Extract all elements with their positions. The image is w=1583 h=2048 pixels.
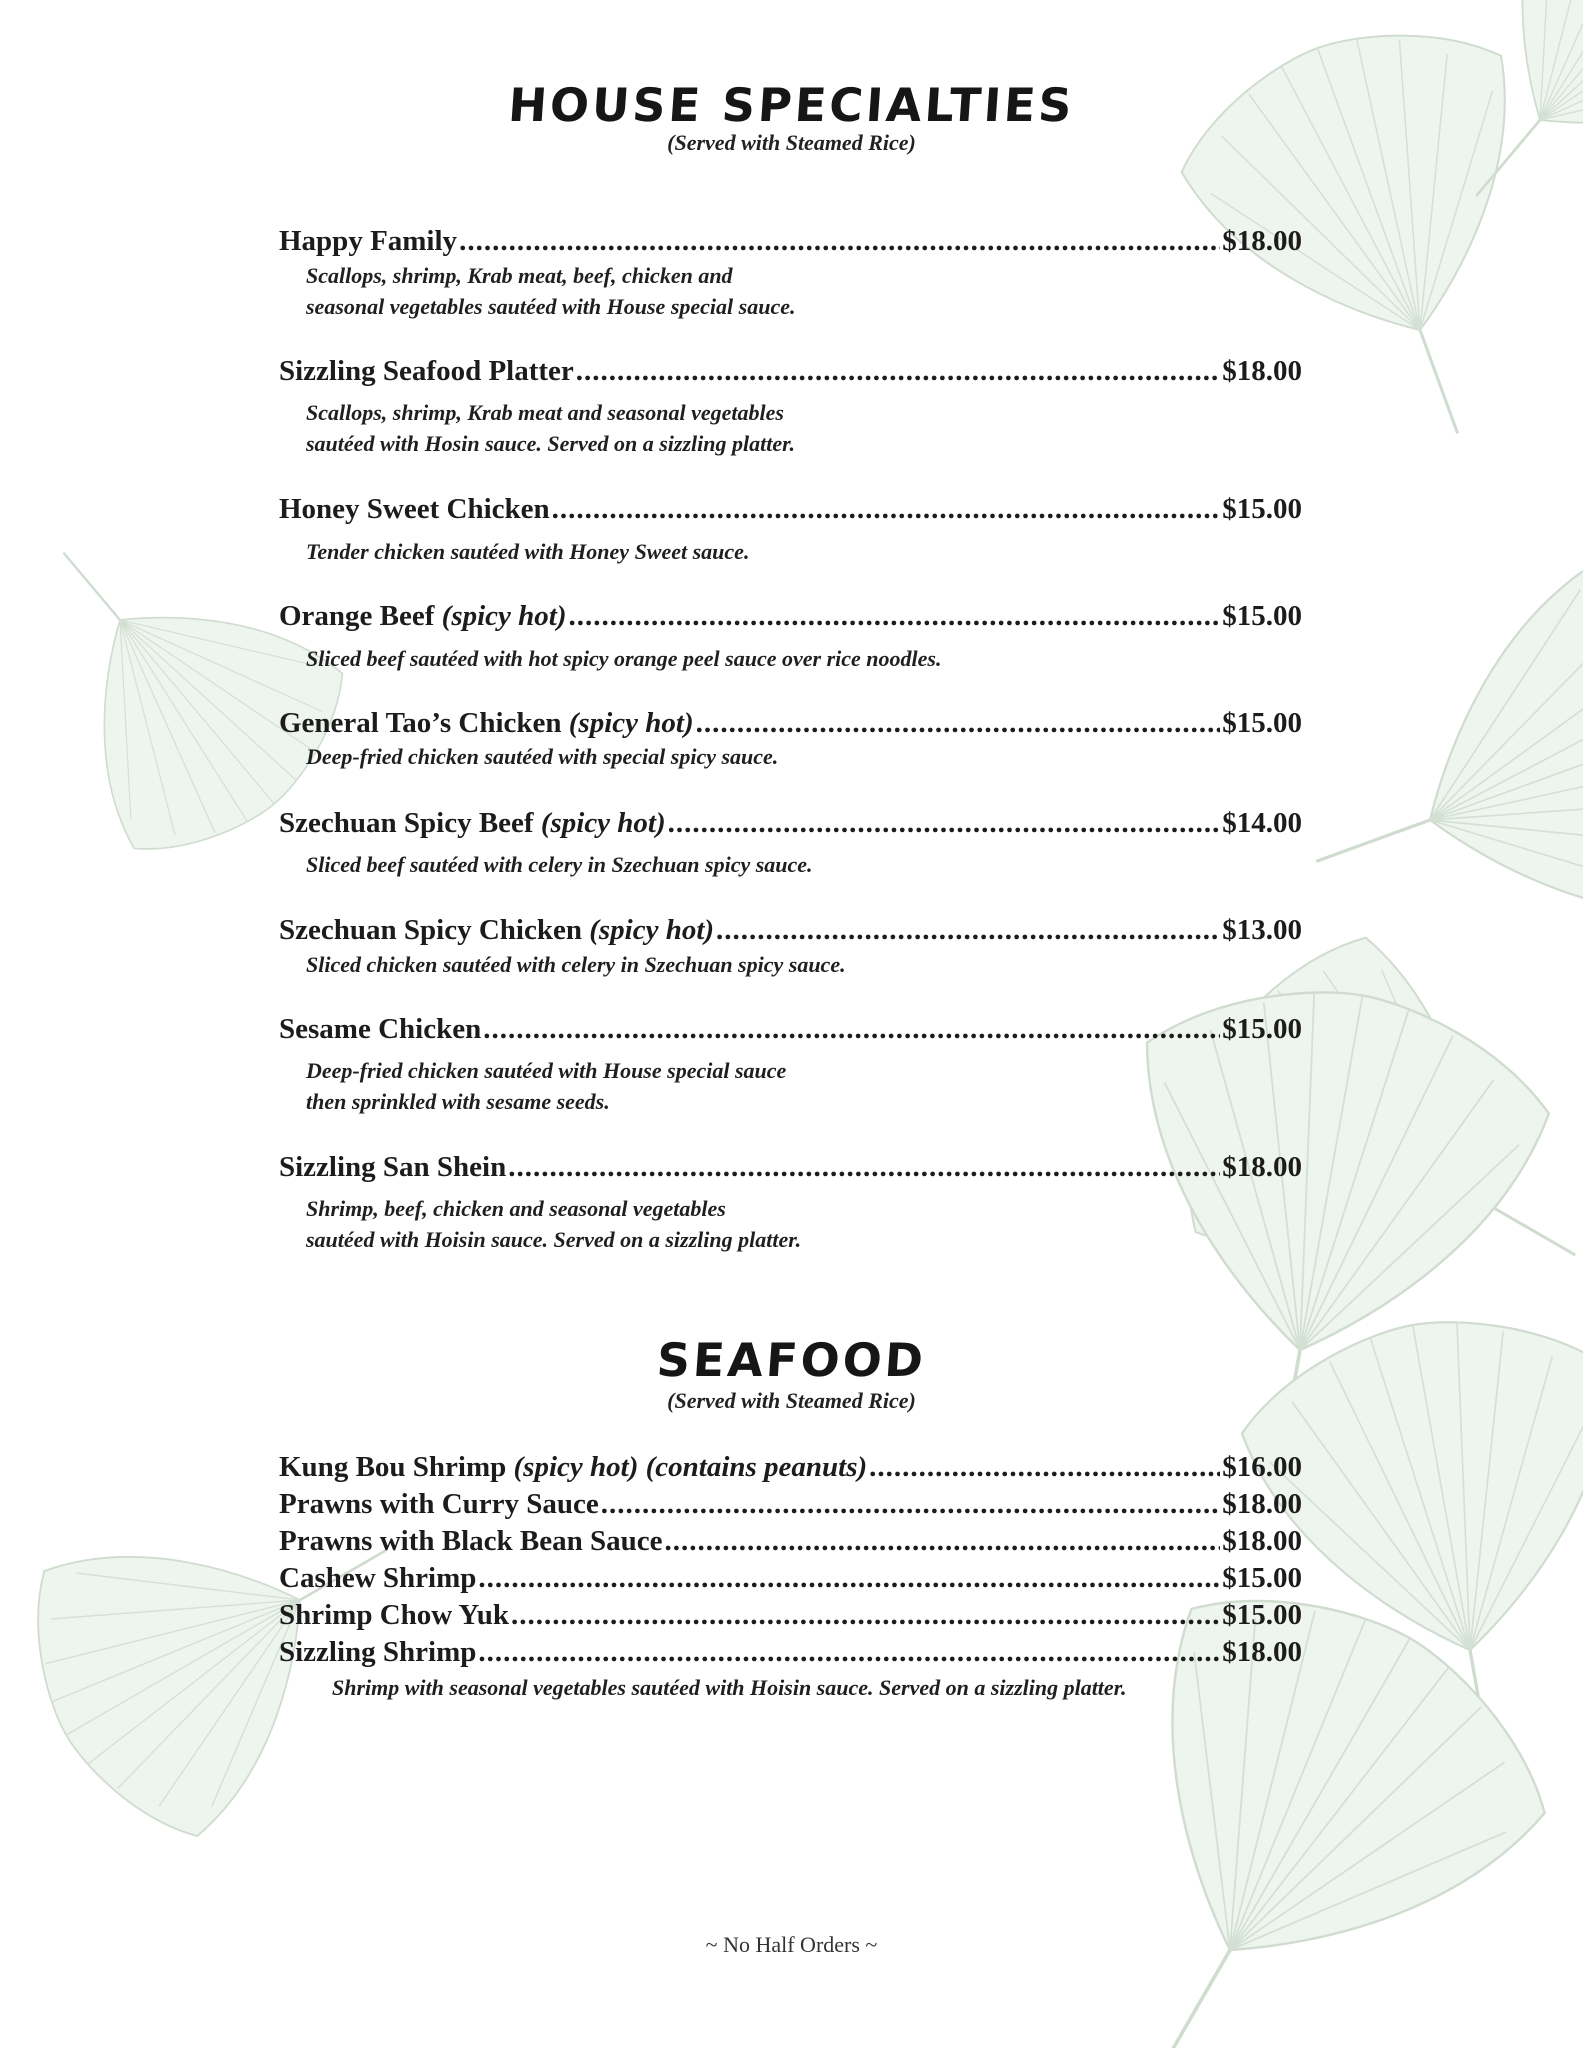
spicy-tag: (spicy hot) [568,707,694,739]
item-price: $18.00 [1222,355,1302,387]
item-description: Shrimp, beef, chicken and seasonal vegetables sautéed with Hoisin sauce. Served on a sizzling platter. [306,1196,802,1252]
item-price: $15.00 [1222,1013,1302,1045]
item-price: $15.00 [1222,707,1302,739]
item-price: $14.00 [1222,807,1302,839]
footer-note: ~ No Half Orders ~ [705,1932,878,1957]
dot-leader [508,1151,1220,1185]
menu-item [279,914,1302,948]
item-name: Sesame Chicken [279,1013,482,1045]
item-name: Shrimp Chow Yuk [279,1599,509,1631]
item-price: $16.00 [1222,1451,1302,1483]
item-name: Szechuan Spicy Chicken (spicy hot) [279,914,715,946]
item-price: $18.00 [1222,1488,1302,1520]
menu-item [279,1451,1302,1485]
menu-item [279,1636,1302,1670]
item-name: Kung Bou Shrimp (spicy hot) (contains peanuts) [279,1451,868,1483]
item-price: $15.00 [1222,493,1302,525]
spicy-tag: (spicy hot) [441,600,567,632]
item-description: Scallops, shrimp, Krab meat and seasonal vegetables sautéed with Hosin sauce. Served on a sizzling platter. [306,400,795,456]
item-name: Prawns with Curry Sauce [279,1488,599,1520]
menu-item [279,225,1302,259]
item-name: Sizzling Shrimp [279,1636,477,1668]
item-price: $18.00 [1222,1151,1302,1183]
item-price: $18.00 [1222,1525,1302,1557]
dot-leader [576,355,1220,389]
item-name: Prawns with Black Bean Sauce [279,1525,663,1557]
item-price: $15.00 [1222,1562,1302,1594]
menu-item [279,807,1302,841]
item-name: Sizzling Seafood Platter [279,355,574,387]
menu-item [279,355,1302,389]
dot-leader [483,1013,1220,1047]
dot-leader [664,1525,1220,1559]
dot-leader [478,1636,1220,1670]
item-price: $15.00 [1222,1599,1302,1631]
item-name: Cashew Shrimp [279,1562,477,1594]
item-name: General Tao’s Chicken (spicy hot) [279,707,694,739]
spicy-tag: (spicy hot) (contains peanuts) [513,1451,868,1483]
item-name: Honey Sweet Chicken [279,493,550,525]
menu-item [279,1525,1302,1559]
menu-item [279,1488,1302,1522]
menu-item [279,1599,1302,1633]
item-description: Sliced beef sautéed with celery in Szechuan spicy sauce. [306,852,813,877]
seafood-title: SEAFOOD [655,1333,928,1387]
item-description: Shrimp with seasonal vegetables sautéed with Hoisin sauce. Served on a sizzling platter. [332,1675,1127,1700]
dot-leader [716,914,1220,948]
item-price: $18.00 [1222,1636,1302,1668]
dot-leader [552,493,1221,527]
menu-item [279,707,1302,741]
seafood-subtitle: (Served with Steamed Rice) [667,1388,916,1413]
menu-item [279,493,1302,527]
dot-leader [601,1488,1220,1522]
item-price: $13.00 [1222,914,1302,946]
spicy-tag: (spicy hot) [589,914,715,946]
menu-item [279,1151,1302,1185]
item-description: Deep-fried chicken sautéed with House special sauce then sprinkled with sesame seeds. [306,1058,787,1114]
item-description: Tender chicken sautéed with Honey Sweet sauce. [306,539,750,564]
house-specialties-title: HOUSE SPECIALTIES [506,78,1077,132]
dot-leader [478,1562,1220,1596]
dot-leader [569,600,1221,634]
dot-leader [668,807,1221,841]
spicy-tag: (spicy hot) [540,807,666,839]
item-name: Orange Beef (spicy hot) [279,600,567,632]
item-name: Szechuan Spicy Beef (spicy hot) [279,807,666,839]
menu-item [279,600,1302,634]
menu-item [279,1013,1302,1047]
house-specialties-subtitle: (Served with Steamed Rice) [667,130,916,155]
item-name: Sizzling San Shein [279,1151,507,1183]
item-name: Happy Family [279,225,458,257]
dot-leader [459,225,1220,259]
item-description: Sliced chicken sautéed with celery in Szechuan spicy sauce. [306,952,846,977]
item-description: Deep-fried chicken sautéed with special spicy sauce. [306,744,779,769]
menu-item [279,1562,1302,1596]
dot-leader [869,1451,1220,1485]
dot-leader [696,707,1221,741]
item-price: $15.00 [1222,600,1302,632]
item-description: Sliced beef sautéed with hot spicy orange peel sauce over rice noodles. [306,646,942,671]
item-price: $18.00 [1222,225,1302,257]
item-description: Scallops, shrimp, Krab meat, beef, chicken and seasonal vegetables sautéed with House special sauce. [306,263,796,319]
dot-leader [511,1599,1220,1633]
